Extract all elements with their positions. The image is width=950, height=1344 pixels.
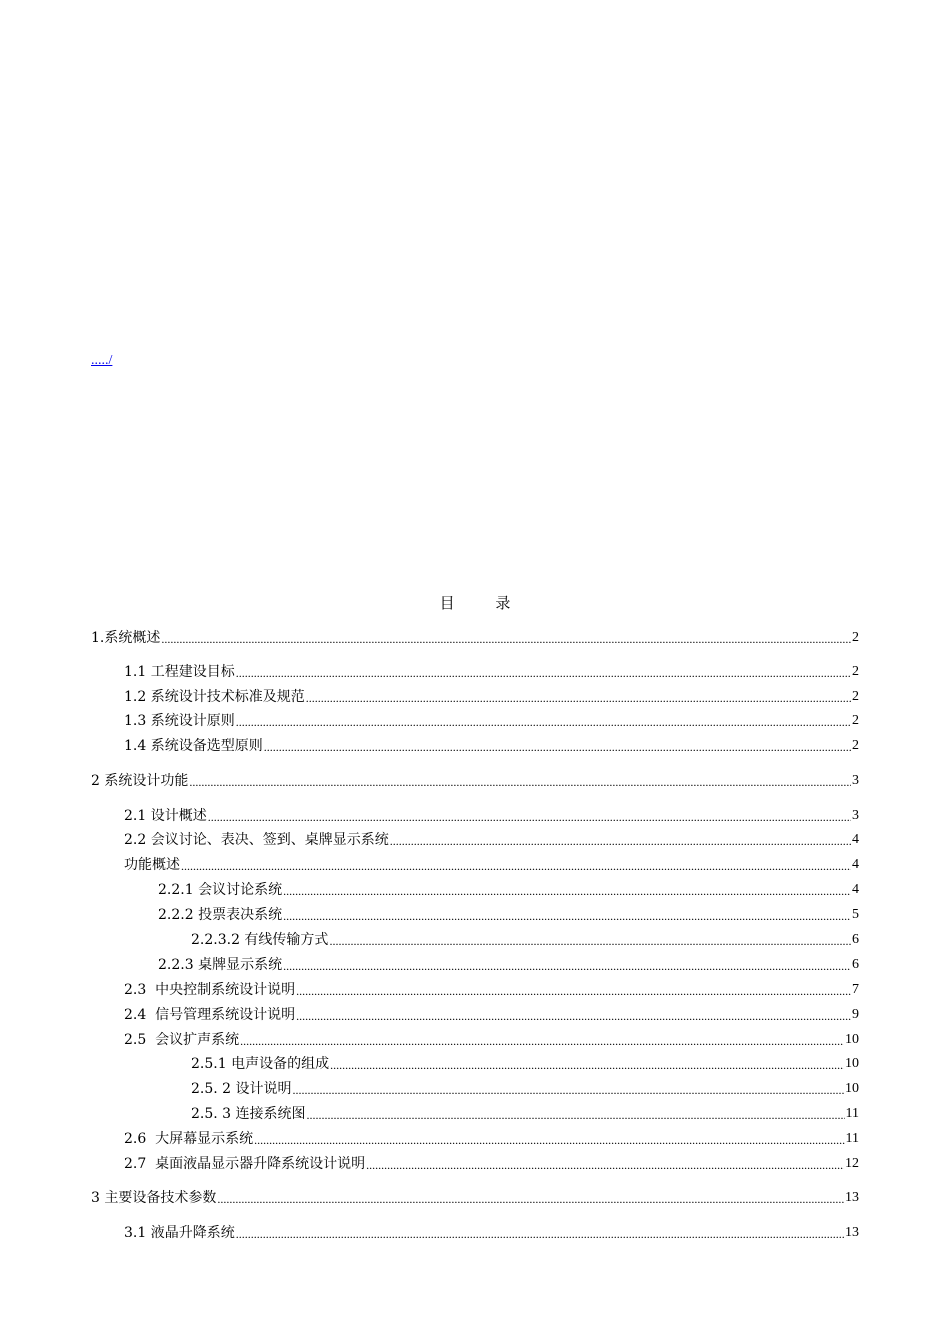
toc-entry-page: 6 [852, 932, 859, 947]
toc-entry-page: 12 [845, 1156, 859, 1171]
toc-entry-label: 1.2 系统设计技术标准及规范 [124, 689, 305, 705]
toc-leader-dots [181, 858, 851, 874]
toc-entry-label: 2.6 大屏幕显示系统 [124, 1131, 254, 1147]
toc-entry-label: 1.1 工程建设目标 [124, 664, 235, 680]
toc-entry[interactable] [124, 661, 859, 681]
toc-entry-label: 2.1 设计概述 [124, 808, 207, 824]
toc-entry[interactable] [191, 1053, 859, 1073]
toc-entry-label: 2.5 会议扩声系统 [124, 1032, 240, 1048]
toc-entry-page: 10 [845, 1081, 859, 1096]
toc-entry-page: 11 [845, 1106, 859, 1121]
toc-leader-dots [161, 631, 851, 647]
toc-leader-dots [236, 714, 851, 730]
toc-entry-page: 5 [852, 907, 859, 922]
toc-entry[interactable] [191, 1078, 859, 1098]
toc-leader-dots [283, 958, 851, 974]
toc-leader-dots [296, 983, 851, 999]
toc-entry-label: 1.系统概述 [91, 630, 161, 646]
toc-entry-page: 4 [852, 857, 859, 872]
toc-entry[interactable] [124, 829, 859, 849]
toc-entry-label: 2.3 中央控制系统设计说明 [124, 982, 296, 998]
toc-entry-label: 3.1 液晶升降系统 [124, 1225, 235, 1241]
toc-entry-page: 13 [845, 1190, 859, 1205]
toc-leader-dots [296, 1008, 851, 1024]
toc-entry-page: 4 [852, 882, 859, 897]
toc-entry-label: 功能概述 [124, 857, 180, 873]
toc-entry-page: 13 [845, 1225, 859, 1240]
toc-entry-page: 4 [852, 832, 859, 847]
toc-entry[interactable] [91, 627, 859, 647]
toc-entry-label: 2.2.2 投票表决系统 [158, 907, 283, 923]
toc-leader-dots [330, 1057, 844, 1073]
toc-entry[interactable] [124, 1128, 859, 1148]
toc-entry-label: 2.2.3 桌牌显示系统 [158, 957, 283, 973]
toc-leader-dots [264, 739, 851, 755]
toc-entry-label: 2.5.1 电声设备的组成 [191, 1056, 330, 1072]
toc-leader-dots [329, 933, 851, 949]
toc-entry[interactable] [124, 854, 859, 874]
toc-entry-label: 2 系统设计功能 [91, 773, 189, 789]
toc-entry[interactable] [124, 1153, 859, 1173]
toc-leader-dots [307, 1107, 845, 1123]
toc-leader-dots [293, 1082, 844, 1098]
toc-entry-page: 7 [852, 982, 859, 997]
top-link[interactable]: ...../ [91, 353, 113, 368]
toc-entry-label: 2.5. 3 连接系统图 [191, 1106, 306, 1122]
toc-entry-page: 2 [852, 738, 859, 753]
toc-entry-page: 10 [845, 1056, 859, 1071]
toc-entry-page: 10 [845, 1032, 859, 1047]
toc-entry[interactable] [191, 1103, 859, 1123]
toc-entry-page: 2 [852, 689, 859, 704]
toc-entry[interactable] [124, 735, 859, 755]
toc-entry-page: 2 [852, 630, 859, 645]
toc-entry-label: 1.3 系统设计原则 [124, 713, 235, 729]
toc-entry[interactable] [124, 979, 859, 999]
toc-entry[interactable] [158, 954, 859, 974]
toc-entry-page: 3 [852, 773, 859, 788]
toc-entry-label: 3 主要设备技术参数 [91, 1190, 217, 1206]
toc-entry[interactable] [124, 805, 859, 825]
toc-entry[interactable] [91, 770, 859, 790]
toc-entry-page: 2 [852, 713, 859, 728]
toc-entry-label: 2.7 桌面液晶显示器升降系统设计说明 [124, 1156, 366, 1172]
toc-leader-dots [189, 774, 851, 790]
toc-leader-dots [240, 1033, 844, 1049]
toc-entry-page: 2 [852, 664, 859, 679]
toc-entry-label: 1.4 系统设备选型原则 [124, 738, 263, 754]
toc-leader-dots [236, 1226, 844, 1242]
toc-entry[interactable] [124, 1029, 859, 1049]
toc-leader-dots [217, 1191, 844, 1207]
toc-entry-label: 2.2.3.2 有线传输方式 [191, 932, 329, 948]
toc-entry-page: 9 [852, 1007, 859, 1022]
toc-entry-label: 2.2.1 会议讨论系统 [158, 882, 283, 898]
toc-entry[interactable] [124, 686, 859, 706]
toc-leader-dots [208, 809, 851, 825]
toc-leader-dots [306, 690, 851, 706]
toc-entry-label: 2.2 会议讨论、表决、签到、桌牌显示系统 [124, 832, 389, 848]
toc-leader-dots [236, 665, 851, 681]
toc-entry-label: 2.4 信号管理系统设计说明 [124, 1007, 296, 1023]
toc-entry-page: 6 [852, 957, 859, 972]
toc-entry-page: 3 [852, 808, 859, 823]
toc-leader-dots [254, 1132, 844, 1148]
toc-title: 目 录 [439, 594, 511, 612]
toc-entry[interactable] [191, 929, 859, 949]
toc-entry[interactable] [91, 1187, 859, 1207]
toc-leader-dots [283, 908, 851, 924]
toc-entry[interactable] [158, 879, 859, 899]
toc-entry[interactable] [124, 1004, 859, 1024]
toc-entry-label: 2.5. 2 设计说明 [191, 1081, 292, 1097]
toc-entry[interactable] [158, 904, 859, 924]
toc-entry-page: 11 [845, 1131, 859, 1146]
toc-leader-dots [366, 1157, 844, 1173]
toc-entry[interactable] [124, 1222, 859, 1242]
toc-leader-dots [390, 833, 851, 849]
toc-entry[interactable] [124, 710, 859, 730]
toc-leader-dots [283, 883, 851, 899]
